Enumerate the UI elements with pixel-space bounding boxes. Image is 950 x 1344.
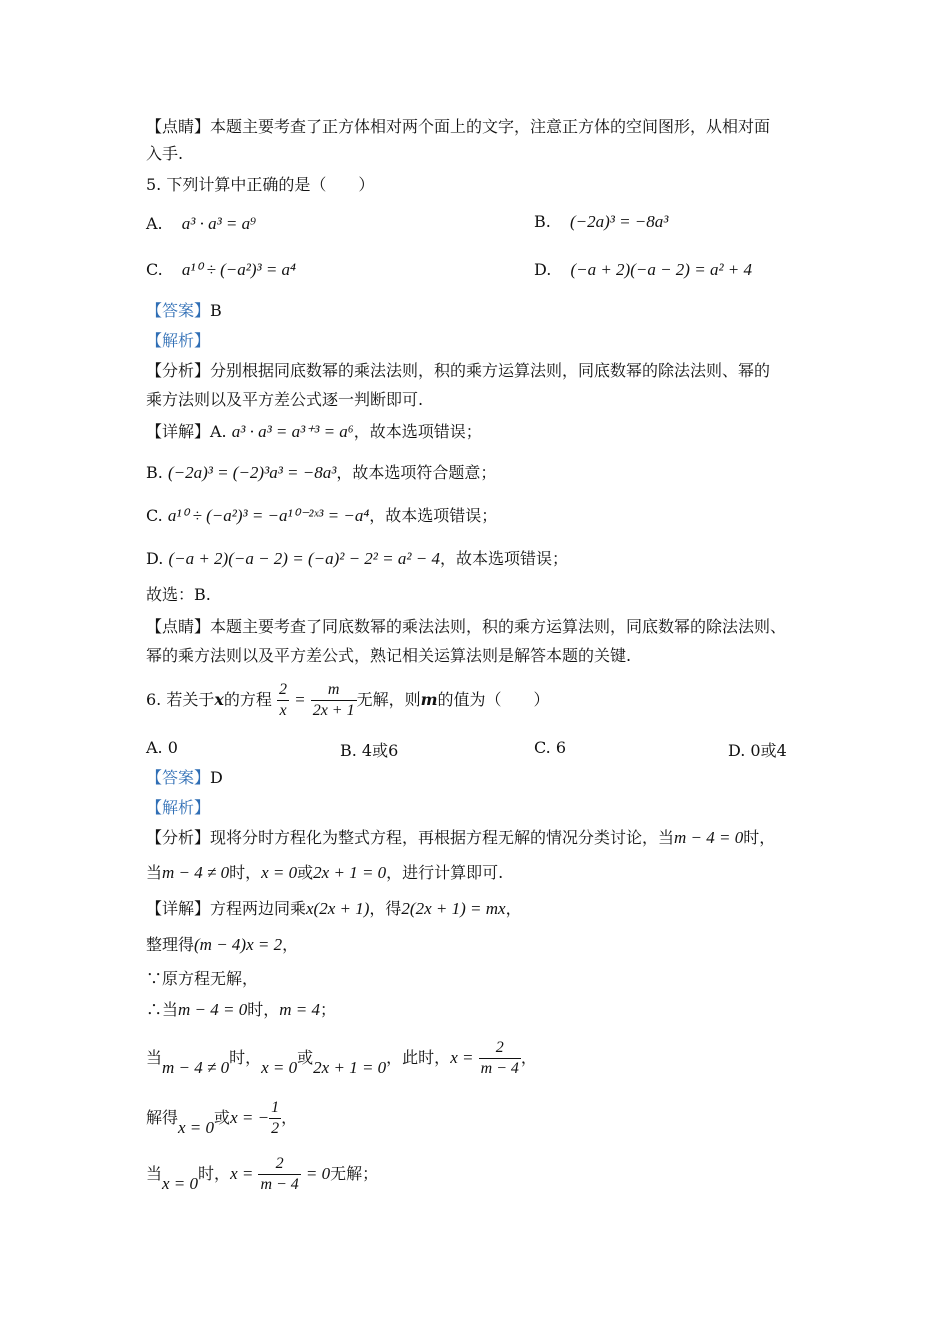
math: x(2x + 1) [306,899,370,918]
text: 解得 [146,1108,179,1127]
answer-tag: 【答案】 [146,301,211,320]
frac-den: m − 4 [260,1176,299,1193]
detail-suffix: ，故本选项错误； [353,422,482,441]
text: 或 [297,863,314,882]
math: x = [230,1164,254,1183]
math: m − 4 ≠ 0 [162,863,230,882]
detail-math: a³ · a³ = a³⁺³ = a⁶ [231,422,354,441]
text: 【分析】现将分时方程化为整式方程，再根据方程无解的情况分类讨论，当 [146,828,675,847]
math: x = 0 [261,863,298,882]
text: 整理得 [146,935,195,954]
text: 当 [146,863,163,882]
math: (m − 4)x = 2 [194,935,283,954]
option-label: B. [534,212,551,231]
text: 时， [229,1048,262,1067]
stem-var-x: x [214,690,224,709]
detail-prefix: B. [146,463,168,482]
stem-text: 无解，则 [356,690,421,709]
text: ， [505,899,522,918]
q5-detail-a [146,421,482,443]
math: 2(2x + 1) = mx [401,899,506,918]
math: m = 4 [279,1000,321,1019]
q5-detail-d [146,548,568,570]
q6-option-b: B. 4或6 [340,741,399,760]
q6-detail-2 [146,934,298,956]
option-label: A. [146,214,163,233]
text: 或 [214,1108,231,1127]
fraction [258,1154,300,1195]
fraction [311,680,357,721]
stem-var-m: m [420,690,438,709]
q5-stem: 5. 下列计算中正确的是（ ） [146,175,375,194]
q6-analysis-line-2 [146,862,503,884]
text: 时， [198,1164,231,1183]
q6-detail-6 [146,1098,297,1139]
math: m − 4 ≠ 0 [162,1058,230,1077]
q6-stem [146,676,550,724]
q5-option-a [146,214,256,234]
math: x = 0 [162,1174,199,1193]
q5-option-c [146,260,296,280]
text: ，进行计算即可. [386,863,504,882]
frac-num: 2 [279,681,288,698]
text: 无解； [330,1164,379,1183]
q6-detail-7 [146,1154,378,1195]
detail-math: (−a + 2)(−a − 2) = (−a)² − 2² = a² − 4 [168,549,440,568]
math: 2x + 1 = 0 [313,863,387,882]
text: 时， [743,828,776,847]
q5-answer [146,300,222,322]
q6-detail-5 [146,1038,537,1079]
q5-analysis-tag: 【解析】 [146,331,211,350]
q6-answer [146,767,223,789]
text: ∴当 [146,1000,179,1019]
q6-detail-1 [146,898,522,920]
option-label: D. [534,260,552,279]
stem-text: 的方程 [223,690,272,709]
text: 【详解】方程两边同乘 [146,899,307,918]
frac-num: 2 [275,1155,284,1172]
math: x = 0 [178,1118,215,1137]
frac-num: 1 [271,1099,280,1116]
detail-math: a¹⁰ ÷ (−a²)³ = −a¹⁰⁻²ˣ³ = −a⁴ [167,506,370,525]
q6-detail-3: ∵原方程无解， [146,969,259,988]
q6-detail-4 [146,999,336,1021]
answer-tag: 【答案】 [146,768,211,787]
q5-analysis-line-2: 乘方法则以及平方差公式逐一判断即可. [146,390,424,409]
stem-text: 6. 若关于 [146,690,215,709]
q5-analysis-line-1: 【分析】分别根据同底数幂的乘法法则，积的乘方运算法则，同底数幂的除法法则、幂的 [146,361,771,380]
answer-value: D [210,768,223,787]
math: m − 4 = 0 [674,828,744,847]
q5-option-b [534,212,668,232]
q6-option-d: D. 0或4 [728,741,787,760]
q5-detail-b [146,462,496,484]
option-math: a³ · a³ = a⁹ [181,214,257,233]
frac-den: 2x + 1 [312,702,355,719]
text: ， [282,935,299,954]
stem-text: 的值为（ ） [437,690,550,709]
q5-option-d [534,260,752,280]
detail-prefix: 【详解】A. [146,422,232,441]
q6-analysis-line-1 [146,827,775,849]
q6-analysis-tag: 【解析】 [146,798,211,817]
q6-option-c: C. 6 [534,738,567,757]
frac-num: 2 [495,1039,504,1056]
q5-tip-line-2: 幂的乘方法则以及平方差公式，熟记相关运算法则是解答本题的关键. [146,646,632,665]
detail-math: (−2a)³ = (−2)³a³ = −8a³ [167,463,337,482]
q5-tip-line-1: 【点睛】本题主要考查了同底数幂的乘法法则，积的乘方运算法则，同底数幂的除法法则、 [146,617,787,636]
option-math: (−a + 2)(−a − 2) = a² + 4 [570,260,753,279]
math: 2x + 1 = 0 [313,1058,387,1077]
option-math: a¹⁰ ÷ (−a²)³ = a⁴ [181,260,296,279]
math: x = − [230,1108,270,1127]
text: ， [281,1108,298,1127]
text: ， [520,1048,537,1067]
answer-value: B [210,301,222,320]
fraction [479,1038,521,1079]
math: x = [450,1048,474,1067]
option-label: C. [146,260,163,279]
text: 或 [297,1048,314,1067]
detail-suffix: ，故本选项符合题意； [336,463,497,482]
text: 当 [146,1164,163,1183]
text: 时， [229,863,262,882]
math: m − 4 = 0 [178,1000,248,1019]
q5-choose: 故选：B. [146,585,211,604]
frac-num: m [327,681,340,698]
q4-tip-line-1: 【点睛】本题主要考查了正方体相对两个面上的文字，注意正方体的空间图形，从相对面 [146,117,771,136]
frac-den: m − 4 [480,1060,519,1077]
q4-tip-line-2: 入手. [146,144,184,163]
detail-prefix: D. [146,549,169,568]
detail-suffix: ，故本选项错误； [369,506,498,525]
equals: = [294,690,306,709]
fraction [269,1098,281,1139]
fraction [277,680,289,721]
text: ，此时， [386,1048,451,1067]
detail-suffix: ，故本选项错误； [439,549,568,568]
option-math: (−2a)³ = −8a³ [569,212,669,231]
text: 时， [247,1000,280,1019]
text: ，得 [369,899,402,918]
frac-den: x [277,700,289,721]
math: = 0 [305,1164,331,1183]
text: 当 [146,1048,163,1067]
frac-den: 2 [271,1120,280,1137]
detail-prefix: C. [146,506,168,525]
q6-option-a: A. 0 [146,738,178,757]
text: ； [320,1000,337,1019]
q5-detail-c [146,505,497,527]
math: x = 0 [261,1058,298,1077]
